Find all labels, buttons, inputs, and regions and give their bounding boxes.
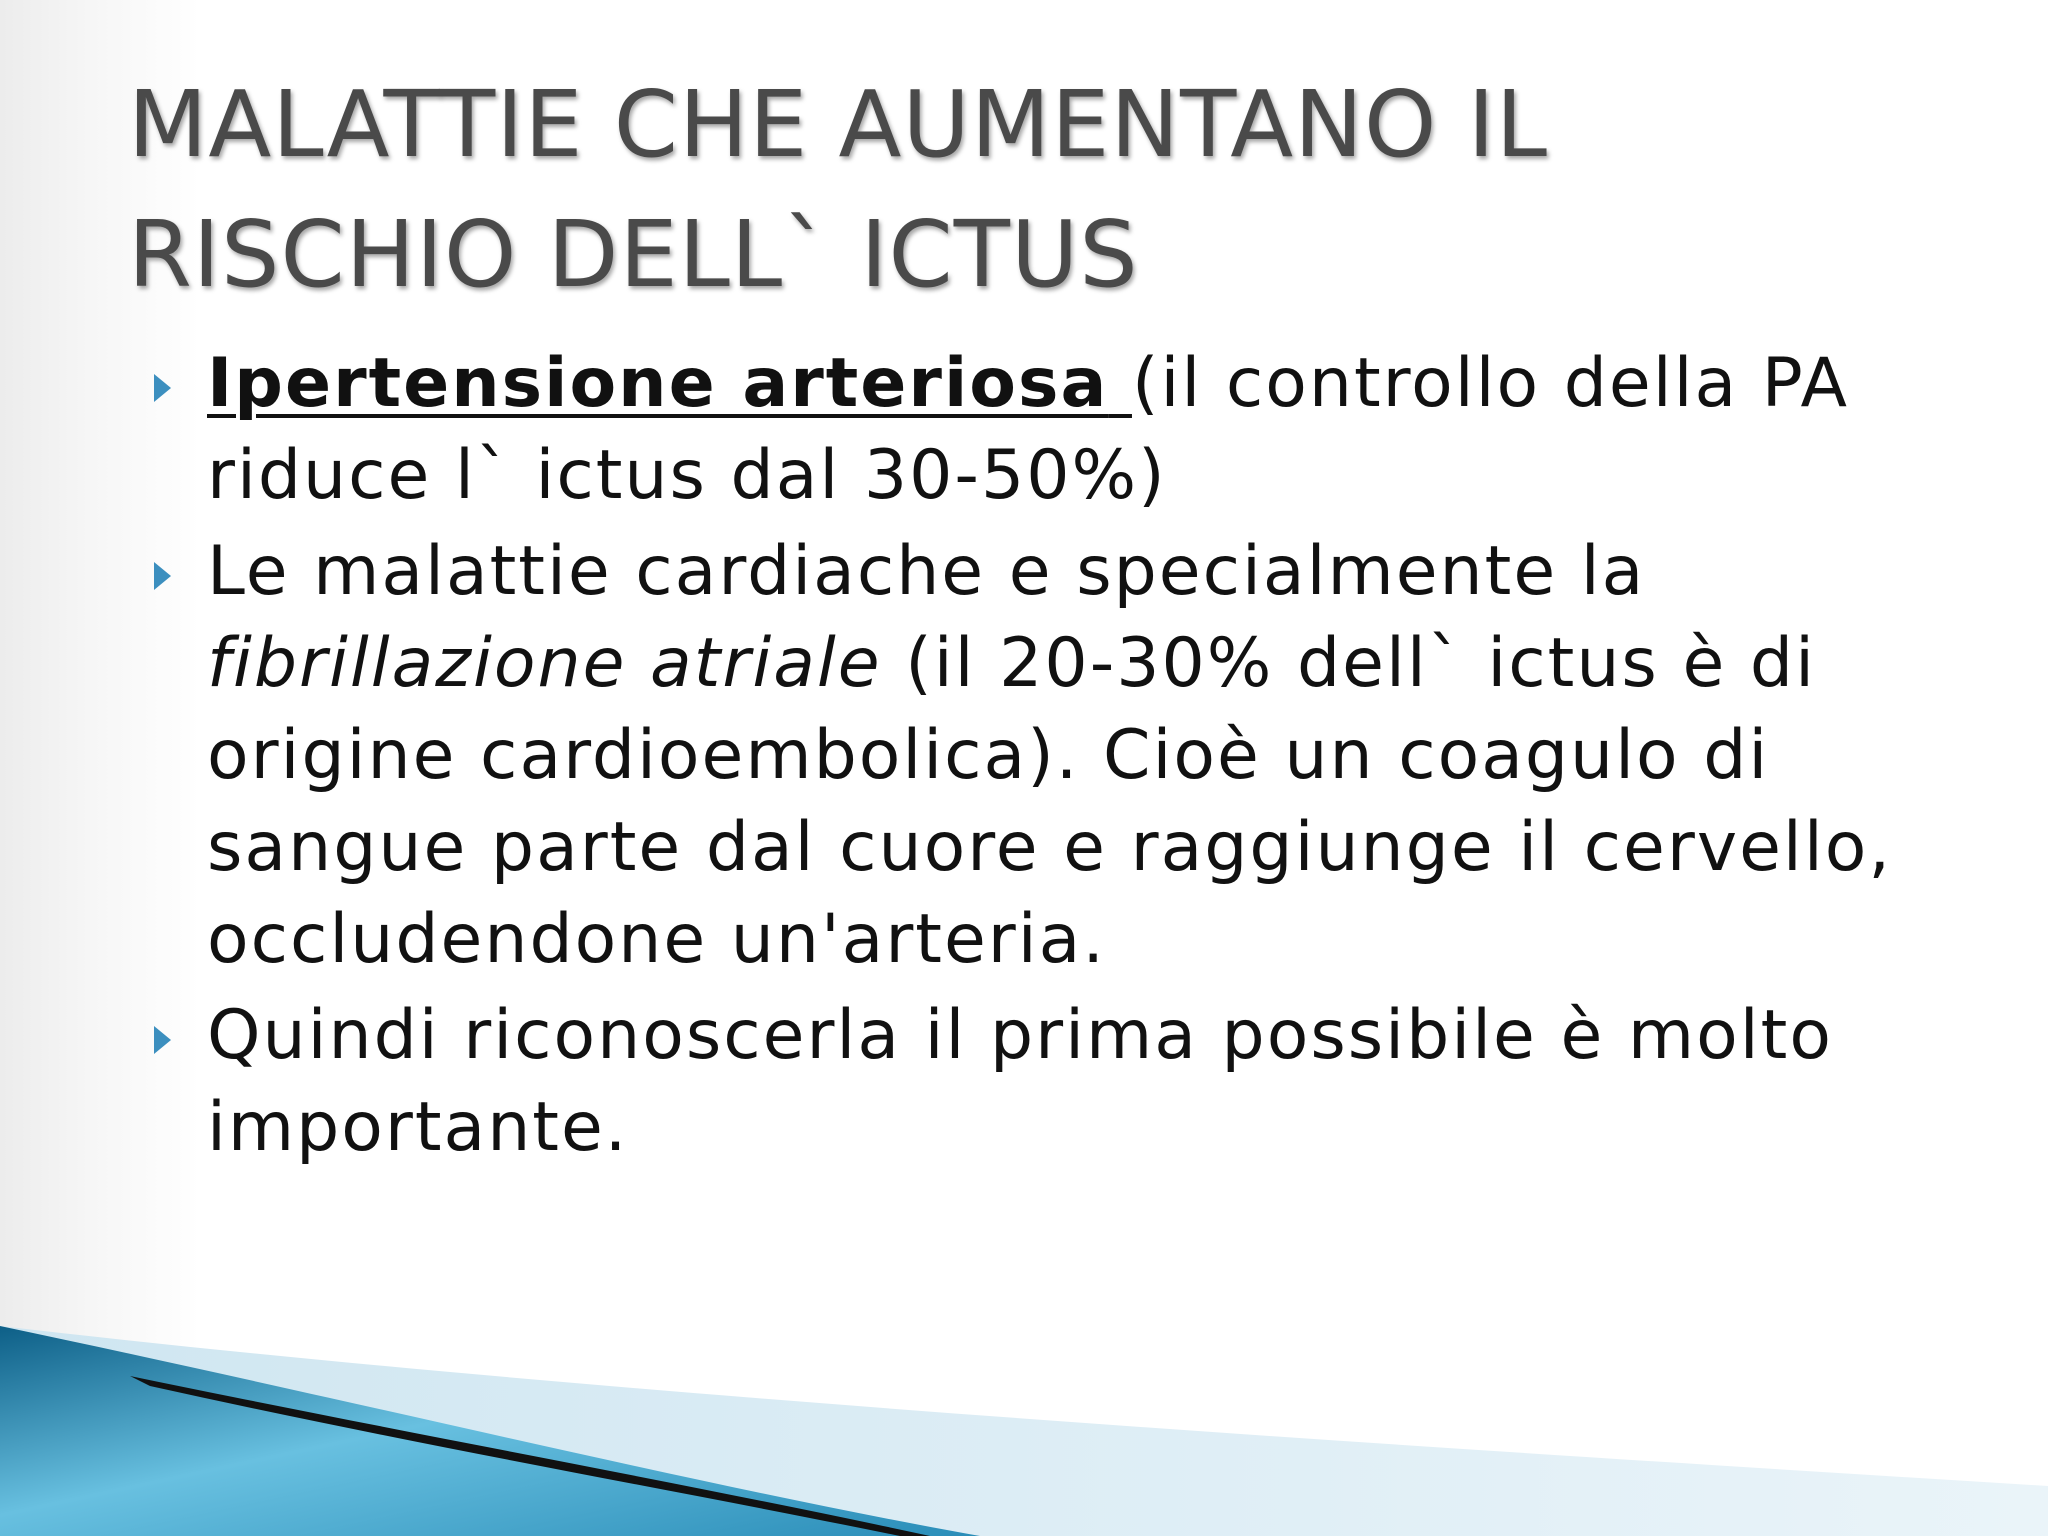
bullet-text: (il controllo della PA riduce l` ictus dal 30-50%) <box>207 344 1849 515</box>
title-line-1: MALATTIE CHE AUMENTANO IL <box>128 71 1549 178</box>
triangle-bullet-icon <box>154 1026 171 1054</box>
bullet-text-before: Le malattie cardiache e specialmente la <box>207 532 1646 611</box>
slide-title <box>128 60 1948 320</box>
bullet-text: Quindi riconoscerla il prima possibile è molto importante. <box>207 996 1833 1167</box>
bullet-cardiac-disease <box>0 526 2048 986</box>
bullet-recognition <box>0 990 2048 1174</box>
bullet-lead-term: Ipertensione arteriosa <box>207 344 1109 423</box>
bullet-list <box>0 338 2048 1178</box>
title-line-2: RISCHIO DELL` ICTUS <box>128 201 1139 308</box>
decorative-wave <box>0 1286 2048 1536</box>
bullet-text-after: (il 20-30% dell` ictus è di origine cardioembolica). Cioè un coagulo di sangue parte dal cuore e raggiunge il cervello, occludendone un'arteria. <box>207 624 1892 979</box>
bullet-hypertension <box>0 338 2048 522</box>
triangle-bullet-icon <box>154 562 171 590</box>
bullet-emphasis-term: fibrillazione atriale <box>207 624 882 703</box>
underlined-space <box>1108 344 1132 423</box>
triangle-bullet-icon <box>154 374 171 402</box>
